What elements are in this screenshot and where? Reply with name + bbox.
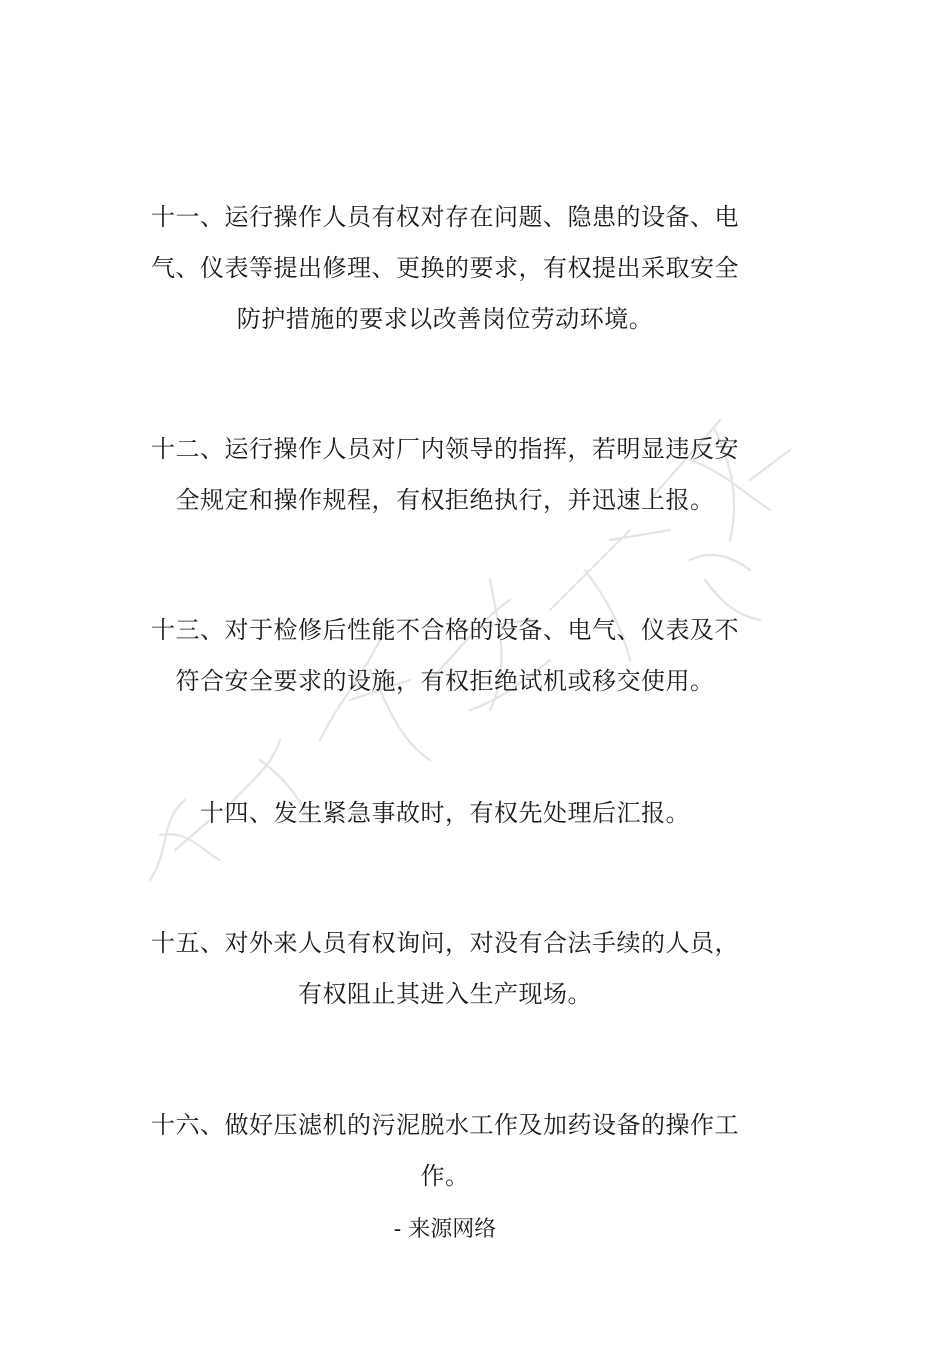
paragraph-11: 十一、运行操作人员有权对存在问题、隐患的设备、电气、仪表等提出修理、更换的要求，有权提出采取安全防护措施的要求以改善岗位劳动环境。	[151, 203, 739, 333]
paragraph-12: 十二、运行操作人员对厂内领导的指挥，若明显违反安全规定和操作规程，有权拒绝执行，并迅速上报。	[151, 435, 739, 514]
paragraph-13: 十三、对于检修后性能不合格的设备、电气、仪表及不符合安全要求的设施，有权拒绝试机或移交使用。	[151, 616, 739, 695]
paragraph-15: 十五、对外来人员有权询问，对没有合法手续的人员，有权阻止其进入生产现场。	[151, 929, 739, 1008]
paragraph-16: 十六、做好压滤机的污泥脱水工作及加药设备的操作工作。	[151, 1111, 739, 1190]
paragraph-14: 十四、发生紧急事故时，有权先处理后汇报。	[200, 799, 690, 827]
source-note: - 来源网络	[393, 1217, 497, 1242]
